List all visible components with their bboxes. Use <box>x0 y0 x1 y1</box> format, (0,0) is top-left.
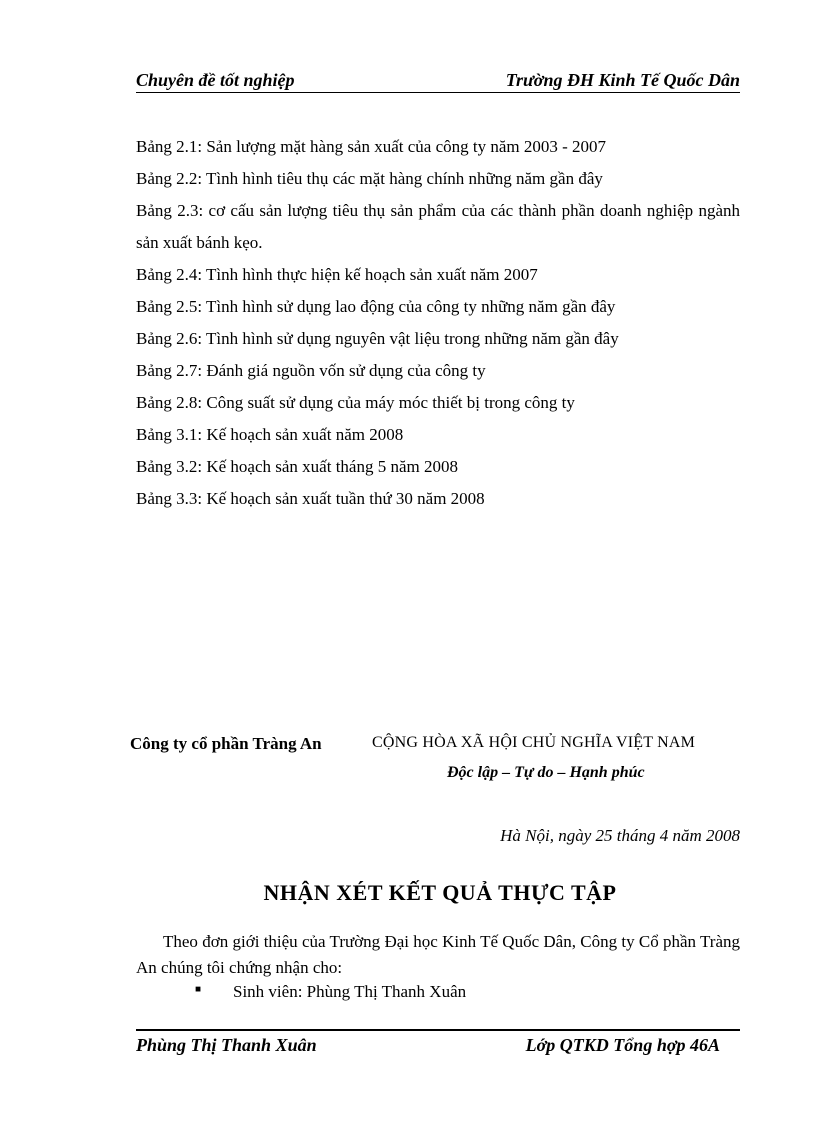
list-item: Bảng 2.8: Công suất sử dụng của máy móc thiết bị trong công ty <box>136 393 575 412</box>
national-title: CỘNG HÒA XÃ HỘI CHỦ NGHĨA VIỆT NAM <box>372 734 696 751</box>
national-motto: Độc lập – Tự do – Hạnh phúc <box>447 764 645 781</box>
footer-left: Phùng Thị Thanh Xuân <box>136 1035 317 1055</box>
footer-rule <box>136 1029 740 1031</box>
letter-date: Hà Nội, ngày 25 tháng 4 năm 2008 <box>500 826 740 845</box>
letter-title: NHẬN XÉT KẾT QUẢ THỰC TẬP <box>263 880 617 905</box>
list-item: Bảng 3.2: Kế hoạch sản xuất tháng 5 năm 2008 <box>136 457 458 476</box>
list-item: Bảng 2.4: Tình hình thực hiện kế hoạch sản xuất năm 2007 <box>136 265 538 284</box>
list-item: Bảng 2.3: cơ cấu sản lượng tiêu thụ sản phẩm của các thành phần doanh nghiệp ngành sản xuất bánh kẹo. <box>136 201 740 252</box>
header-rule <box>136 92 740 93</box>
list-item: Bảng 2.6: Tình hình sử dụng nguyên vật liệu trong những năm gần đây <box>136 329 619 348</box>
letter-intro: Theo đơn giới thiệu của Trường Đại học Kinh Tế Quốc Dân, Công ty Cổ phần Tràng An chúng tôi chứng nhận cho: <box>136 932 740 977</box>
header-right: Trường ĐH Kinh Tế Quốc Dân <box>505 70 740 90</box>
footer-right: Lớp QTKD Tổng hợp 46A <box>525 1035 720 1055</box>
list-item: Bảng 3.1: Kế hoạch sản xuất năm 2008 <box>136 425 404 444</box>
list-item: Bảng 2.2: Tình hình tiêu thụ các mặt hàng chính những năm gần đây <box>136 169 603 188</box>
list-item: Bảng 2.1: Sản lượng mặt hàng sản xuất của công ty năm 2003 - 2007 <box>136 137 607 156</box>
tables-list <box>136 131 740 515</box>
list-item: Bảng 2.5: Tình hình sử dụng lao động của công ty những năm gần đây <box>136 297 616 316</box>
header-left: Chuyên đề tốt nghiệp <box>136 70 295 90</box>
student-name: Sinh viên: Phùng Thị Thanh Xuân <box>233 982 467 1001</box>
list-item: Bảng 3.3: Kế hoạch sản xuất tuần thứ 30 năm 2008 <box>136 489 485 508</box>
list-item: Bảng 2.7: Đánh giá nguồn vốn sử dụng của công ty <box>136 361 486 380</box>
company-name: Công ty cổ phần Tràng An <box>130 734 322 753</box>
bullet-icon: ■ <box>195 984 202 995</box>
